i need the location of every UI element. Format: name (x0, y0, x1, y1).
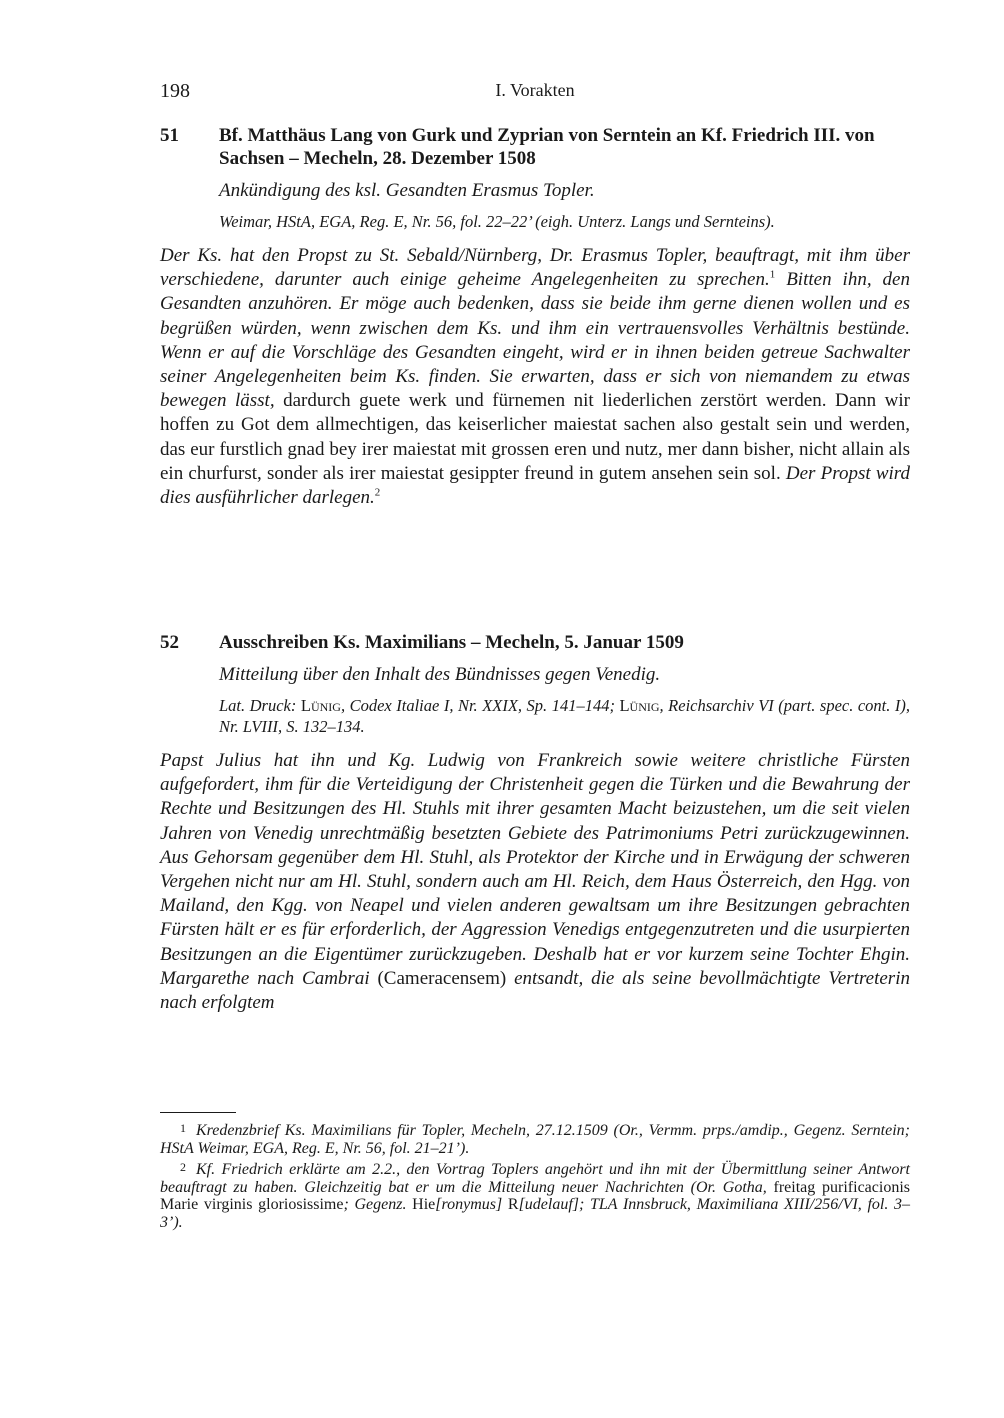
footnote-text: Kf. Friedrich erklärte am 2.2., den Vortrag Toplers angehört und ihn mit der Übermittlung seiner Antwort beauftragt zu haben. Gleichzeitig bat er um die Mitteilung neuer Nachrichten (Or. Gotha, (160, 1161, 910, 1196)
quoted-source-text: R (507, 1196, 519, 1213)
running-title: I. Vorakten (495, 80, 575, 100)
footnote-mark: 2 (180, 1160, 186, 1174)
regest-text: Bitten ihn, den Gesandten anzuhören. Er möge auch bedenken, dass sie beide ihm gerne dienen wollen und es begrüßen würden, wenn zwischen dem Ks. und ihm ein vertrauensvolles Verhältnis bestünde. Wenn er auf die Vorschläge des Gesandten eingeht, wird er in ihnen beiden getreue Sachwalter seiner Angelegenheiten beim Ks. finden. Sie erwarten, dass er sich von niemandem zu etwas bewegen lässt, (160, 269, 910, 412)
footnote-2 (160, 1159, 910, 1231)
quoted-source-text: Hie (412, 1196, 436, 1213)
footnote-text: Kredenzbrief Ks. Maximilians für Topler, Mecheln, 27.12.1509 (Or., Vermm. prps./amdip., Gegenz. Serntein; HStA Weimar, EGA, Reg. E, Nr. 56, fol. 21–21’). (160, 1122, 910, 1157)
footnote-ref-1[interactable]: 1 (769, 268, 776, 281)
regest-text: Papst Julius hat ihn und Kg. Ludwig von Frankreich sowie weitere christliche Fürsten aufgefordert, ihm für die Verteidigung der Christenheit gegen die Türken und die Bewahrung der Rechte und Besitzungen des Hl. Stuhls mit ihrer gesamten Macht beizustehen, um die seit vielen Jahren von Venedig unrechtmäßig besetzten Gebiete des Patrimoniums Petri zurückzugewinnen. Aus Gehorsam gegenüber dem Hl. Stuhl, als Protektor der Kirche und in Erwägung der schweren Vergehen nicht nur am Hl. Stuhl, sondern auch am Hl. Reich, dem Haus Österreich, den Hgg. von Mailand, den Kgg. von Neapel und vielen anderen gewaltsam um ihre Besitzungen gebrachten Fürsten hält er es für erforderlich, der Aggression Venedigs entgegenzutreten und die usurpierten Besitzungen an die Eigentümer zurückzugeben. Deshalb hat er vor kurzem seine Tochter Ehgin. Margarethe nach Cambrai (160, 750, 910, 989)
document-summary: Mitteilung über den Inhalt des Bündnisses gegen Venedig. (219, 664, 661, 685)
document-summary: Ankündigung des ksl. Gesandten Erasmus Topler. (219, 180, 595, 201)
author-name: Lünig (619, 696, 660, 715)
page-number: 198 (160, 80, 190, 102)
document-number: 51 (160, 125, 179, 146)
regest-text: entsandt, die als seine bevollmächtigte Vertreterin nach erfolgtem (160, 967, 910, 1014)
source-reference: , Codex Italiae I, Nr. XXIX, Sp. 141–144; (340, 696, 620, 715)
regest-text: Der Propst wird dies ausführlicher darlegen. (160, 462, 910, 509)
source-reference: , Reichsarchiv VI (part. spec. cont. I), Nr. LVIII, S. 132–134. (219, 696, 911, 736)
running-head (160, 80, 910, 106)
source-label: Lat. Druck: (219, 696, 301, 715)
footnote-1 (160, 1120, 910, 1157)
document-body (160, 244, 910, 510)
document-title: Bf. Matthäus Lang von Gurk und Zyprian von Serntein an Kf. Friedrich III. von Sachsen – Mecheln, 28. Dezember 1508 (219, 125, 875, 169)
footnote-mark: 1 (180, 1121, 186, 1135)
document-body (160, 749, 910, 1015)
quoted-source-text: dardurch guete werk und fürnemen nit liederlichen zerstört werden. Dann wir hoffen zu Got dem allmechtigen, das keiserlicher maiestat sachen also gestalt sein und werden, das eur furstlich gnad bey irer maiestat mit grossen eren und nutz, mer dann bisher, nicht allain als ein churfurst, sonder als irer maiestat gesippter freund in gutem ansehen sein sol. (160, 390, 911, 484)
footnote-text: ; Gegenz. (343, 1196, 413, 1213)
editorial-expansion: [ronymus] (435, 1196, 508, 1213)
quoted-source-text: freitag purificacionis Marie virginis gloriosissime (160, 1178, 910, 1213)
author-name: Lünig (300, 696, 341, 715)
document-source (160, 695, 910, 737)
document-number: 52 (160, 632, 179, 653)
document-52 (160, 631, 910, 1034)
document-title: Ausschreiben Ks. Maximilians – Mecheln, 5. Januar 1509 (219, 632, 684, 653)
regest-text: Der Ks. hat den Propst zu St. Sebald/Nürnberg, Dr. Erasmus Topler, beauftragt, mit ihm über verschiedene, darunter auch einige geheime Angelegenheiten zu sprechen. (160, 245, 910, 291)
footnotes (160, 1120, 910, 1233)
editorial-expansion: [udelauf]; TLA Innsbruck, Maximiliana XIII/256/VI, fol. 3–3’). (160, 1196, 911, 1231)
document-heading (160, 124, 910, 170)
footnote-ref-2[interactable]: 2 (374, 486, 381, 499)
footnote-rule (160, 1112, 236, 1113)
document-51 (160, 124, 910, 529)
quoted-source-text: (Cameracensem) (377, 967, 507, 989)
document-heading (160, 631, 910, 654)
document-source: Weimar, HStA, EGA, Reg. E, Nr. 56, fol. 22–22’ (eigh. Unterz. Langs und Sernteins). (219, 212, 775, 231)
